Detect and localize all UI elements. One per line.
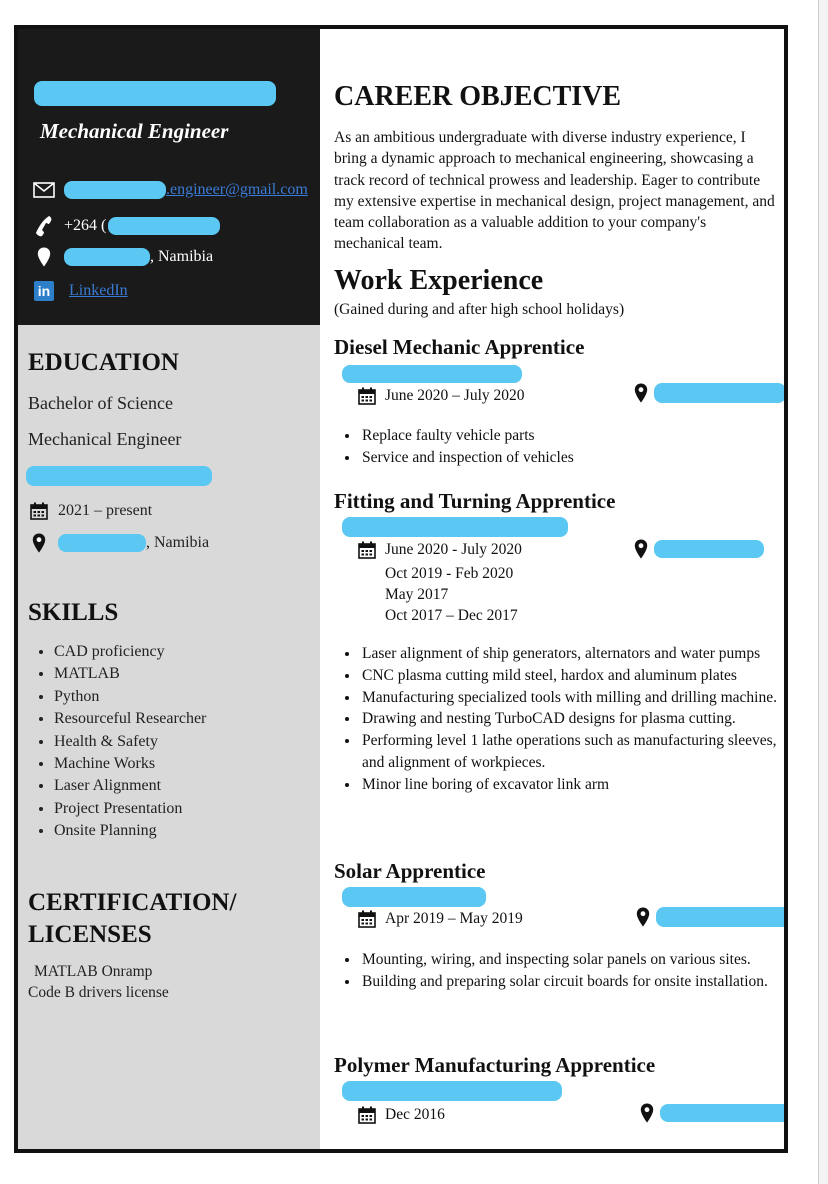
redacted-company bbox=[342, 1081, 562, 1101]
job-location bbox=[634, 539, 764, 559]
job-bullet: • Laser alignment of ship generators, alternators and water pumps bbox=[360, 643, 780, 665]
education-location: , Namibia bbox=[146, 534, 210, 551]
job-bullet: • Minor line boring of excavator link arm bbox=[360, 774, 780, 796]
education-dates: 2021 – present bbox=[58, 502, 153, 519]
job-bullets-diesel bbox=[334, 425, 780, 469]
cert-item: MATLAB Onramp bbox=[34, 963, 153, 980]
sidebar-header bbox=[18, 29, 320, 325]
skill-item: • Laser Alignment bbox=[54, 775, 206, 797]
job-date: June 2020 – July 2020 bbox=[385, 387, 525, 404]
redacted-name bbox=[34, 81, 276, 106]
redacted-location bbox=[654, 383, 786, 403]
job-bullet: • Manufacturing specialized tools with milling and drilling machine. bbox=[360, 687, 780, 709]
location-pin-icon bbox=[28, 533, 50, 553]
location-pin-icon bbox=[634, 539, 648, 559]
sidebar bbox=[18, 29, 320, 1149]
location-pin-icon bbox=[636, 907, 650, 927]
education-location-row bbox=[28, 533, 209, 553]
redacted-phone bbox=[108, 217, 220, 235]
job-title: Mechanical Engineer bbox=[40, 119, 229, 143]
job-title-solar: Solar Apprentice bbox=[334, 859, 486, 883]
phone-prefix: +264 ( bbox=[64, 217, 107, 234]
job-dates-row bbox=[358, 541, 522, 559]
redacted-email bbox=[64, 181, 166, 199]
job-title-fitting: Fitting and Turning Apprentice bbox=[334, 489, 616, 513]
job-bullet: • Building and preparing solar circuit boards for onsite installation. bbox=[360, 971, 780, 993]
career-objective-text: As an ambitious undergraduate with diverse industry experience, I bring a dynamic approach to mechanical engineering, showcasing a track record of technical prowess and leadership. Eager to contribute my extensive expertise in mechanical design, project management, and team collaboration as a valuable addition to your company's mechanical team. bbox=[334, 129, 775, 253]
redacted-city bbox=[64, 248, 150, 266]
calendar-icon bbox=[358, 387, 376, 405]
job-bullet: • Service and inspection of vehicles bbox=[360, 447, 780, 469]
skill-item: • Python bbox=[54, 686, 206, 708]
certifications-heading bbox=[28, 887, 236, 951]
job-bullet: • Drawing and nesting TurboCAD designs for plasma cutting. bbox=[360, 708, 780, 730]
phone-row bbox=[32, 215, 220, 237]
skills-heading: SKILLS bbox=[28, 599, 119, 626]
location-pin-icon bbox=[634, 383, 648, 403]
certifications-list bbox=[28, 961, 169, 1003]
job-bullet: • Performing level 1 lathe operations such as manufacturing sleeves, and alignment of workpieces. bbox=[360, 730, 780, 774]
skill-item: • Project Presentation bbox=[54, 798, 206, 820]
linkedin-row bbox=[32, 281, 128, 301]
linkedin-icon: in bbox=[32, 281, 56, 301]
certifications-heading-line2: LICENSES bbox=[28, 921, 152, 948]
skill-item: • MATLAB bbox=[54, 663, 206, 685]
career-objective-heading: CAREER OBJECTIVE bbox=[334, 81, 622, 112]
education-dates-row bbox=[28, 502, 152, 520]
job-location bbox=[640, 1103, 788, 1123]
job-date: Dec 2016 bbox=[385, 1106, 445, 1123]
job-date: Oct 2019 - Feb 2020 bbox=[385, 565, 514, 582]
job-bullet: • Mounting, wiring, and inspecting solar panels on various sites. bbox=[360, 949, 780, 971]
job-title-polymer: Polymer Manufacturing Apprentice bbox=[334, 1053, 656, 1077]
job-date: June 2020 - July 2020 bbox=[385, 541, 522, 558]
redacted-city bbox=[58, 534, 146, 552]
skill-item: • Onsite Planning bbox=[54, 820, 206, 842]
job-location bbox=[634, 383, 786, 403]
job-date: Apr 2019 – May 2019 bbox=[385, 910, 523, 927]
work-experience-heading: Work Experience bbox=[334, 265, 544, 296]
cert-item: Code B drivers license bbox=[28, 984, 169, 1001]
skill-item: • Machine Works bbox=[54, 753, 206, 775]
location-pin-icon bbox=[32, 247, 56, 267]
redacted-institution bbox=[26, 466, 212, 486]
skill-item: • CAD proficiency bbox=[54, 641, 206, 663]
job-bullet: • CNC plasma cutting mild steel, hardox and aluminum plates bbox=[360, 665, 780, 687]
job-date: May 2017 bbox=[385, 586, 449, 603]
education-degree: Bachelor of Science bbox=[28, 393, 173, 413]
skills-list bbox=[28, 641, 206, 843]
redacted-company bbox=[342, 887, 486, 907]
email-link[interactable]: .engineer@gmail.com bbox=[166, 181, 308, 198]
redacted-location bbox=[656, 907, 788, 927]
education-heading: EDUCATION bbox=[28, 349, 179, 376]
main-column bbox=[334, 29, 784, 1149]
envelope-icon bbox=[32, 182, 56, 198]
job-dates-row bbox=[358, 1106, 445, 1124]
redacted-company bbox=[342, 517, 568, 537]
location-pin-icon bbox=[640, 1103, 654, 1123]
job-title-diesel: Diesel Mechanic Apprentice bbox=[334, 335, 585, 359]
job-date: Oct 2017 – Dec 2017 bbox=[385, 607, 518, 624]
job-bullets-fitting bbox=[334, 643, 780, 796]
work-experience-note: (Gained during and after high school holidays) bbox=[334, 301, 625, 318]
phone-icon bbox=[32, 215, 56, 237]
redacted-location bbox=[654, 540, 764, 558]
job-dates-row bbox=[358, 387, 525, 405]
job-bullets-solar bbox=[334, 949, 780, 993]
email-row bbox=[32, 181, 308, 199]
redacted-company bbox=[342, 365, 522, 383]
linkedin-link[interactable]: LinkedIn bbox=[69, 282, 128, 299]
skill-item: • Resourceful Researcher bbox=[54, 708, 206, 730]
redacted-location bbox=[660, 1104, 788, 1122]
education-field: Mechanical Engineer bbox=[28, 429, 182, 449]
skill-item: • Health & Safety bbox=[54, 731, 206, 753]
location-country: , Namibia bbox=[150, 248, 214, 265]
job-dates-row bbox=[358, 910, 523, 928]
calendar-icon bbox=[358, 541, 376, 559]
job-location bbox=[636, 907, 788, 927]
calendar-icon bbox=[28, 502, 50, 520]
location-row bbox=[32, 247, 213, 267]
job-bullet: • Replace faulty vehicle parts bbox=[360, 425, 780, 447]
job-additional-dates bbox=[385, 563, 518, 626]
resume-page bbox=[14, 25, 788, 1153]
certifications-heading-line1: CERTIFICATION/ bbox=[28, 889, 237, 916]
calendar-icon bbox=[358, 1106, 376, 1124]
calendar-icon bbox=[358, 910, 376, 928]
page-edge bbox=[818, 0, 828, 1184]
